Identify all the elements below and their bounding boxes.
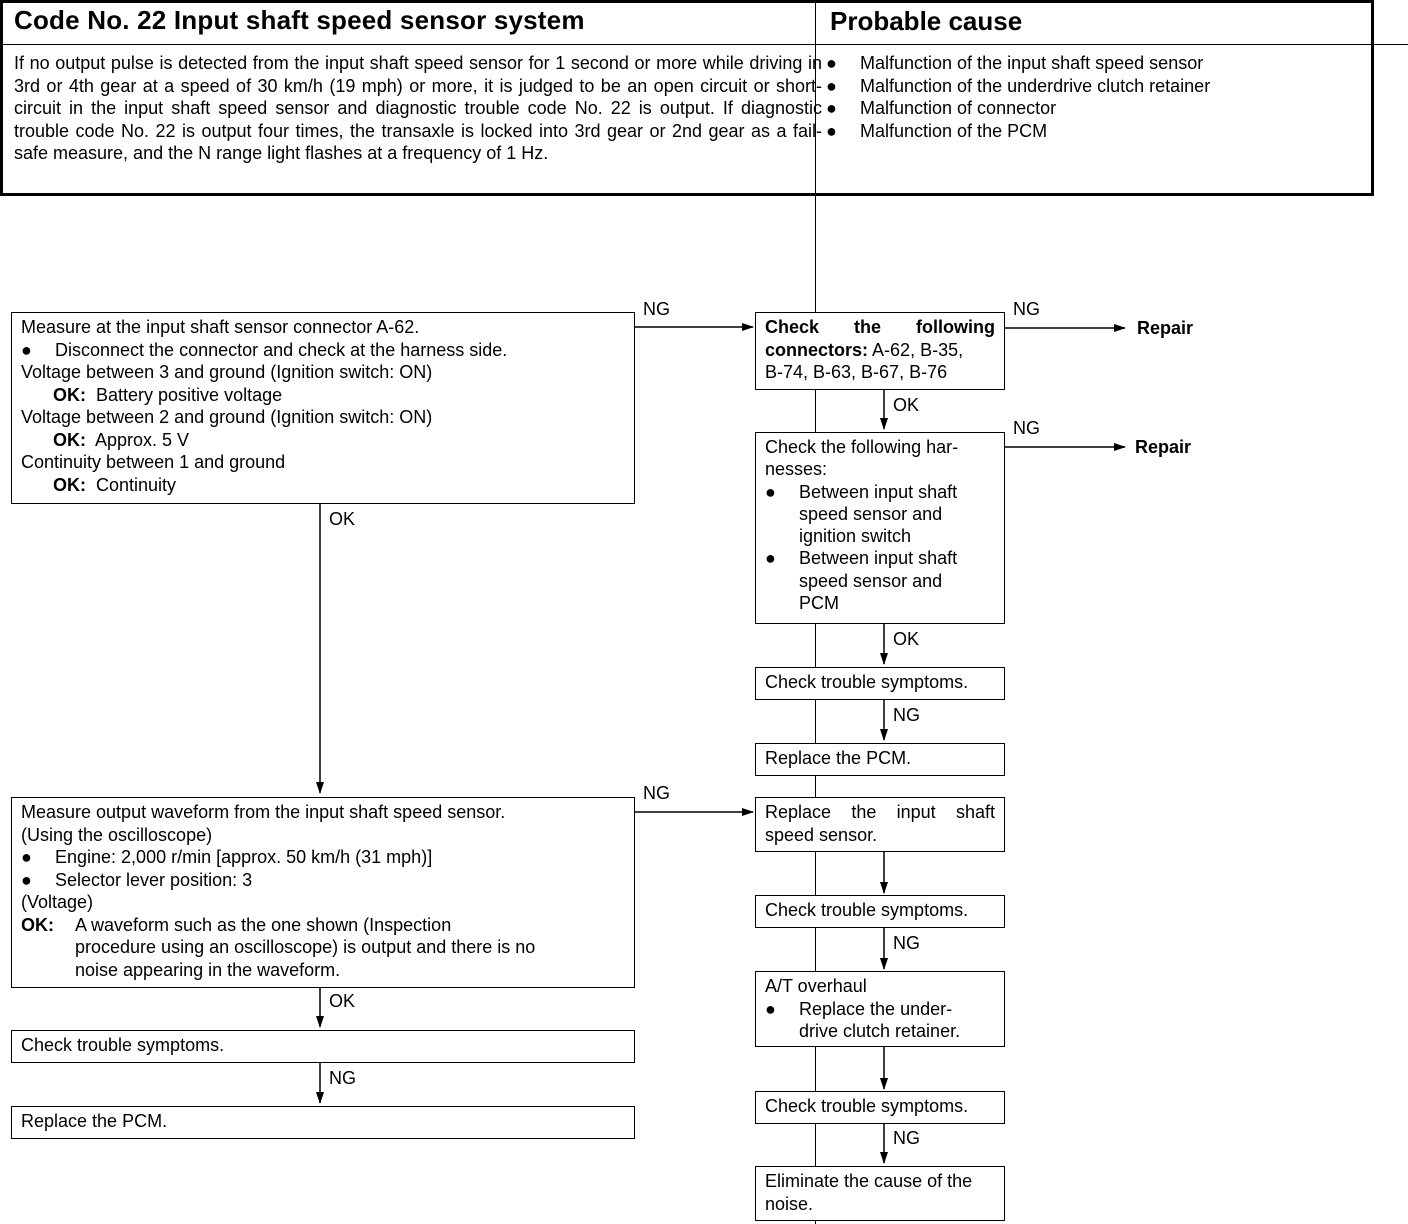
repair-label: Repair <box>1137 318 1194 338</box>
at-overhaul-box: A/T overhaul ● Replace the under- drive clutch retainer. <box>755 971 1005 1047</box>
repair-label: Repair <box>1135 437 1192 457</box>
step1-connector-check-box: Measure at the input shaft sensor connector A-62. ● Disconnect the connector and check at the harness side. Voltage between 3 and ground (Ignition switch: ON) OK: Battery positive voltage Voltage between 2 and ground (Ignition switch: ON) OK: Approx. 5 V Continuity between 1 and ground OK: Continuity <box>11 312 635 504</box>
cause-item: ● Malfunction of connector <box>826 98 1057 118</box>
replace-pcm-box: Replace the PCM. <box>11 1106 635 1139</box>
check-connectors-box: Check the following connectors: A-62, B-35, B-74, B-63, B-67, B-76 <box>755 312 1005 390</box>
ng-label: NG <box>1013 299 1040 319</box>
cause-item: ● Malfunction of the underdrive clutch retainer <box>826 75 1211 96</box>
bullet-icon: ● <box>826 75 837 96</box>
bullet-icon: ● <box>21 847 32 867</box>
replace-pcm-box: Replace the PCM. <box>755 743 1005 776</box>
cause-item: ● Malfunction of the input shaft speed sensor <box>826 53 1204 73</box>
ok-label: OK <box>329 991 356 1011</box>
ng-label: NG <box>329 1068 356 1088</box>
probable-cause-title: Probable cause <box>830 6 1023 36</box>
ng-label: NG <box>893 705 920 725</box>
bullet-icon: ● <box>826 120 837 141</box>
ng-label: NG <box>893 1128 920 1148</box>
bullet-icon: ● <box>826 53 837 73</box>
code-title: Code No. 22 Input shaft speed sensor system <box>14 5 585 35</box>
ng-label: NG <box>893 933 920 953</box>
code-description: If no output pulse is detected from the input shaft speed sensor for 1 second or more while driving in 3rd or 4th gear at a speed of 30 km/h (19 mph) or more, it is judged to be an open circuit or short-circuit in the input shaft speed sensor and diagnostic trouble code No. 22 is output. If diagnostic trouble code No. 22 is output four times, the transaxle is locked into 3rd gear or 2nd gear as a fail-safe measure, and the N range light flashes at a frequency of 1 Hz. <box>14 53 822 163</box>
check-trouble-symptoms-box: Check trouble symptoms. <box>755 895 1005 928</box>
bullet-icon: ● <box>826 98 837 118</box>
step2-waveform-measure-box: Measure output waveform from the input shaft speed sensor. (Using the oscilloscope) ● Engine: 2,000 r/min [approx. 50 km/h (31 mph)] ● Selector lever position: 3 (Voltage) OK: A waveform such as the one shown (Inspection procedure using an oscilloscope) is output and there is no noise appearing in the waveform. <box>11 797 635 988</box>
check-trouble-symptoms-box: Check trouble symptoms. <box>11 1030 635 1063</box>
ng-label: NG <box>643 299 670 319</box>
bullet-icon: ● <box>21 869 32 890</box>
bullet-icon: ● <box>765 998 776 1019</box>
ok-label: OK <box>893 395 920 415</box>
ok-label: OK <box>893 629 920 649</box>
bullet-icon: ● <box>21 339 32 360</box>
eliminate-noise-box: Eliminate the cause of the noise. <box>755 1166 1005 1221</box>
replace-input-shaft-sensor-box: Replace the input shaft speed sensor. <box>755 797 1005 852</box>
bullet-icon: ● <box>765 548 776 569</box>
ng-label: NG <box>643 783 670 803</box>
check-trouble-symptoms-box: Check trouble symptoms. <box>755 667 1005 700</box>
bullet-icon: ● <box>765 481 776 502</box>
check-trouble-symptoms-box: Check trouble symptoms. <box>755 1091 1005 1124</box>
ok-label: OK <box>329 509 356 529</box>
cause-item: ● Malfunction of the PCM <box>826 120 1048 141</box>
check-harnesses-box: Check the following har- nesses: ● Between input shaft speed sensor and ignition switch ● Between input shaft speed sensor and PCM <box>755 432 1005 624</box>
ng-label: NG <box>1013 418 1040 438</box>
